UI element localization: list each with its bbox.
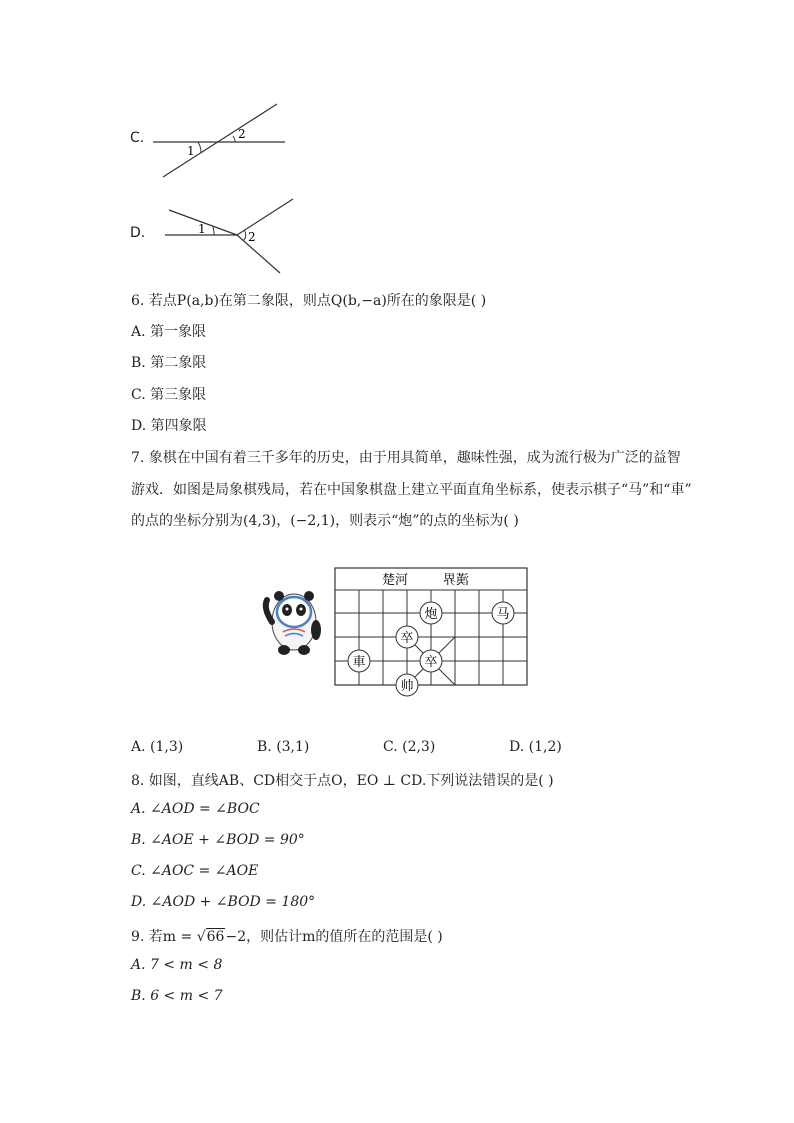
piece-pao-label: 炮 [424, 607, 438, 622]
q8-option-d: D. ∠AOD + ∠BOD = 180° [131, 894, 316, 910]
piece-shuai [396, 674, 418, 696]
figure-d-drawing [125, 195, 305, 277]
q9-option-a: A. 7 < m < 8 [131, 957, 223, 973]
q7-option-c: C. (2,3) [383, 739, 436, 755]
q7-option-b: B. (3,1) [257, 739, 310, 755]
q9-stem-prefix: 9. 若m = [131, 929, 197, 945]
figure-d-angle1: 1 [198, 222, 206, 236]
piece-shuai-label: 帅 [400, 679, 414, 694]
figure-d [125, 195, 305, 277]
river-left-label: 楚河 [382, 573, 409, 588]
q7-options [131, 739, 611, 759]
q6-stem: 6. 若点P(a,b)在第二象限，则点Q(b,−a)所在的象限是( ) [131, 293, 487, 309]
q9-radicand: 66 [206, 929, 225, 945]
q8-option-b: B. ∠AOE + ∠BOD = 90° [131, 832, 305, 848]
mascot-drawing [258, 588, 328, 658]
q7-line1: 7. 象棋在中国有着三千多年的历史，由于用具简单，趣味性强，成为流行极为广泛的益智 [131, 450, 681, 466]
q7-option-a: A. (1,3) [131, 739, 184, 755]
mascot-image [258, 588, 328, 658]
chess-board-drawing [334, 567, 534, 702]
q6-option-d: D. 第四象限 [131, 418, 207, 434]
piece-zu-2 [420, 650, 442, 672]
q6-option-c: C. 第三象限 [131, 387, 207, 403]
figure-c-angle2: 2 [238, 127, 246, 141]
figure-c [125, 100, 295, 182]
piece-ju [348, 650, 370, 672]
piece-ma [492, 602, 514, 624]
q8-option-c: C. ∠AOC = ∠AOE [131, 863, 259, 879]
q9-stem [131, 926, 443, 946]
q7-option-d: D. (1,2) [509, 739, 562, 755]
river-right-label: 漢界 [442, 573, 469, 588]
figure-d-angle2: 2 [248, 230, 256, 244]
piece-ju-label: 車 [352, 655, 366, 670]
q6-option-b: B. 第二象限 [131, 355, 207, 371]
figure-c-angle1: 1 [187, 144, 195, 158]
q6-option-a: A. 第一象限 [131, 324, 207, 340]
piece-pao [420, 602, 442, 624]
q9-sqrt [197, 929, 226, 945]
chess-board [334, 567, 534, 702]
figure-d-label: D. [130, 225, 146, 241]
piece-ma-label: 马 [496, 607, 510, 622]
q9-stem-suffix: −2，则估计m的值所在的范围是( ) [225, 929, 443, 945]
piece-zu-2-label: 卒 [424, 655, 438, 670]
q8-option-a: A. ∠AOD = ∠BOC [131, 801, 260, 817]
piece-zu-1 [396, 626, 418, 648]
piece-zu-1-label: 卒 [400, 631, 414, 646]
figure-c-drawing [125, 100, 295, 182]
q7-line3: 的点的坐标分别为(4,3)，(−2,1)，则表示“炮”的点的坐标为( ) [131, 513, 519, 529]
q9-option-b: B. 6 < m < 7 [131, 988, 223, 1004]
q7-line2: 游戏．如图是局象棋残局，若在中国象棋盘上建立平面直角坐标系，使表示棋子“马”和“車” [131, 482, 692, 498]
figure-c-label: C. [130, 130, 145, 146]
sqrt-symbol: √ [196, 929, 206, 945]
q8-stem: 8. 如图，直线AB、CD相交于点O，EO ⊥ CD.下列说法错误的是( ) [131, 773, 554, 789]
